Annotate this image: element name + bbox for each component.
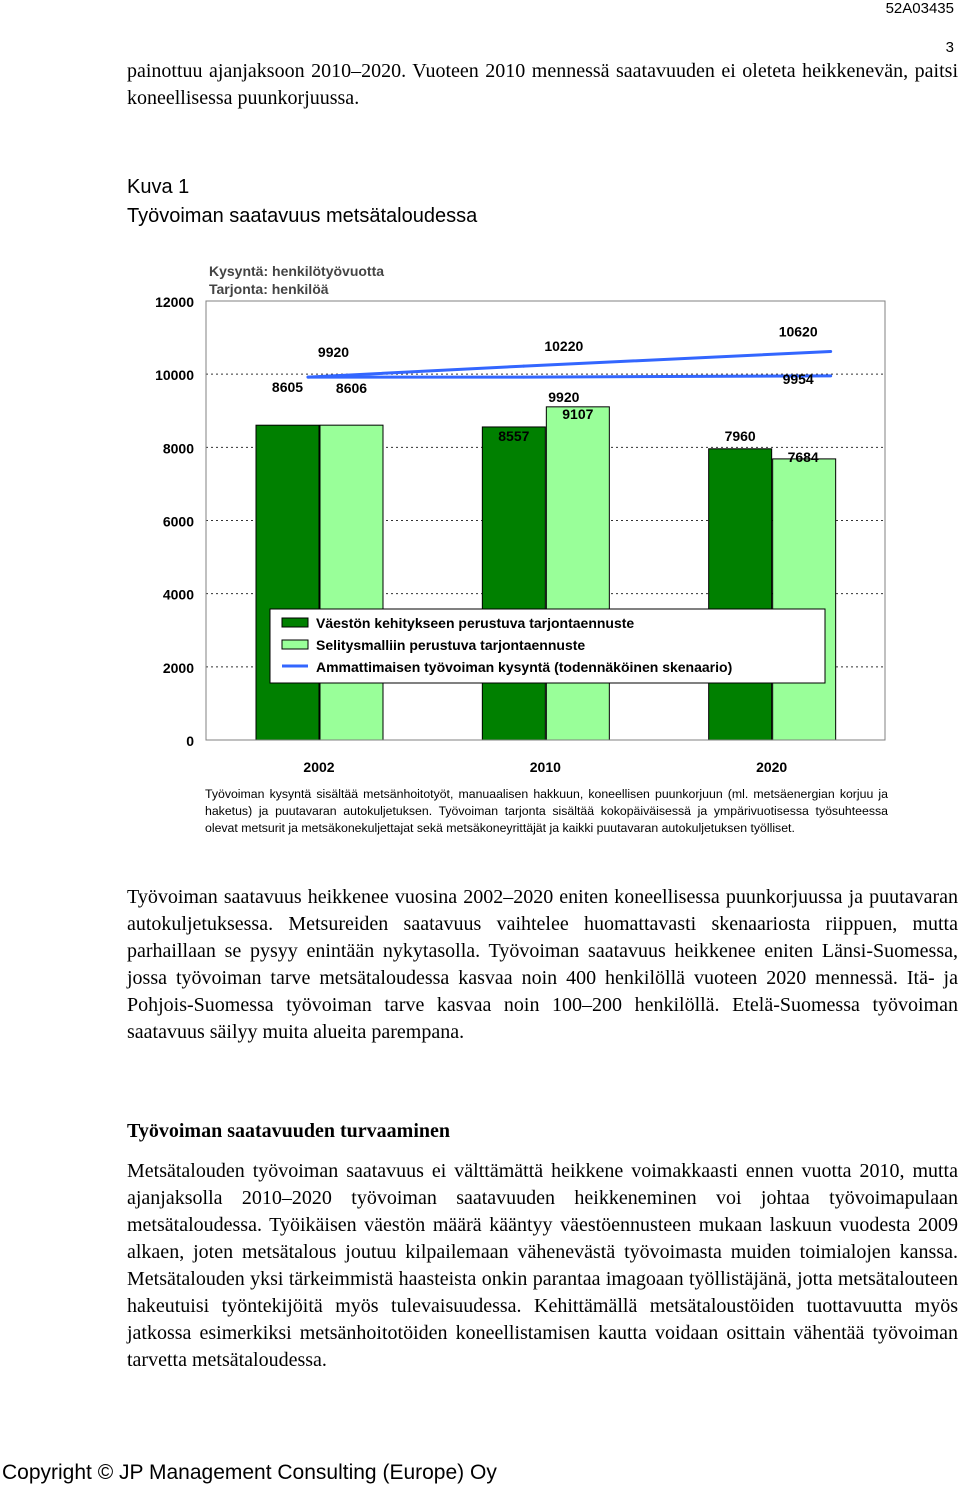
copyright-footer: Copyright © JP Management Consulting (Europe) Oy [2,1461,497,1484]
bar-value-label: 7960 [724,427,756,444]
page-number: 3 [945,39,954,56]
demand-value-label: 10220 [544,338,584,355]
bar-2020-series-1 [773,459,836,740]
section-heading: Työvoiman saatavuuden turvaaminen [127,1120,451,1142]
y-tick-label: 2000 [162,659,194,676]
y-tick-label: 12000 [155,294,194,310]
y-tick-label: 6000 [162,513,194,530]
bar-2020-series-0 [709,449,772,740]
chart-demand-lines [308,351,831,377]
legend-label-demand: Ammattimaisen työvoiman kysyntä (todennäköinen skenaario) [316,659,733,675]
legend-label-population-forecast: Väestön kehitykseen perustuva tarjontaennuste [316,615,635,631]
demand-value-label: 9954 [782,370,814,387]
bar-value-label: 8605 [271,379,304,396]
body-paragraph-2: Metsätalouden työvoiman saatavuus ei välttämättä heikkene voimakkaasti ennen vuotta 2010, mutta ajanjaksolla 2010–2020 työvoiman saatavuuden heikkeneminen voi johtaa työvoimapulaan metsätaloudessa. Työikäisen väestön määrä kääntyy väestöennusteen mukaan laskuun vuodesta 2009 alkaen, joten metsätalous joutuu kilpailemaan vähenevästä työvoimasta muiden toimialojen kanssa. Metsätalouden yksi tärkeimmistä haasteista onkin parantaa imagoaan työllistäjänä, jotta metsätalouteen hakeutuisi työntekijöitä myös tulevaisuudessa. Kehittämällä metsätaloustöiden tuottavuutta myös jatkossa esimerkiksi metsänhoitotöiden koneellistamisen kautta voidaan osittain vähentää työvoiman tarvetta metsätaloudessa. [127,1160,958,1371]
bar-value-label: 8606 [335,380,368,397]
figure-label: Kuva 1 [127,176,190,198]
demand-value-label: 9920 [317,344,350,361]
bar-2010-series-1 [546,407,609,740]
chart-bars [256,407,836,740]
x-tick-label: 2010 [529,759,561,775]
bar-2010-series-0 [482,427,545,740]
chart-footnote: Työvoiman kysyntä sisältää metsänhoitotyöt, manuaalisen hakkuun, koneellisen puunkorjuun (ml. metsäenergian korjuu ja haketus) ja puutavaran autokuljetuksen. Työvoiman tarjonta sisältää kokopäiväisessä ja ympärivuotisessa työsuhteessa olevat metsurit ja metsäkonekuljettajat sekä metsäkoneyrittäjät ja kaikki puutavaran autokuljetuksen työlliset. [205,787,888,835]
x-tick-label: 2002 [303,759,335,775]
legend-swatch-population-forecast [282,618,308,627]
figure-title: Työvoiman saatavuus metsätaloudessa [127,205,478,227]
chart-legend [270,609,825,683]
bar-2002-series-0 [256,425,319,740]
body-paragraph-1: Työvoiman saatavuus heikkenee vuosina 2002–2020 eniten koneellisessa puunkorjuussa ja puutavaran autokuljetuksessa. Metsureiden saatavuus vaihtelee huomattavasti skenaariosta riippuen, mutta parhaillaan se pysyy enintään nykytasolla. Työvoiman saatavuus heikkenee eniten Länsi-Suomessa, jossa työvoiman tarve metsätaloudessa kasvaa noin 400 henkilöllä vuoteen 2020 mennessä. Itä- ja Pohjois-Suomessa työvoiman tarve kasvaa noin 100–200 henkilöllä. Etelä-Suomessa työvoiman saatavuus säilyy muita alueita parempana. [127,886,958,1043]
document-id: 52A03435 [885,0,954,17]
bar-2002-series-1 [320,425,383,740]
demand-value-label: 9920 [548,389,580,406]
bar-value-label: 8557 [498,427,530,444]
legend-swatch-model-forecast [282,640,308,649]
y-tick-label: 8000 [162,440,194,457]
demand-value-label: 10620 [778,323,818,340]
legend-label-model-forecast: Selitysmalliin perustuva tarjontaennuste [316,637,586,653]
units-note-supply: Tarjonta: henkilöä [209,281,329,297]
units-note-demand: Kysyntä: henkilötyövuotta [209,263,385,279]
y-axis-ticks [155,294,194,749]
x-tick-label: 2020 [756,759,788,775]
bar-value-label: 7684 [787,448,819,465]
y-tick-label: 10000 [155,367,194,384]
intro-paragraph: painottuu ajanjaksoon 2010–2020. Vuoteen 2010 mennessä saatavuuden ei oleteta heikkenevän, paitsi koneellisessa puunkorjuussa. [127,60,958,109]
x-axis-ticks [303,759,787,775]
bar-value-label: 9107 [562,405,594,422]
y-tick-label: 0 [186,733,194,749]
demand-line-segment [308,366,524,377]
y-tick-label: 4000 [162,586,194,603]
